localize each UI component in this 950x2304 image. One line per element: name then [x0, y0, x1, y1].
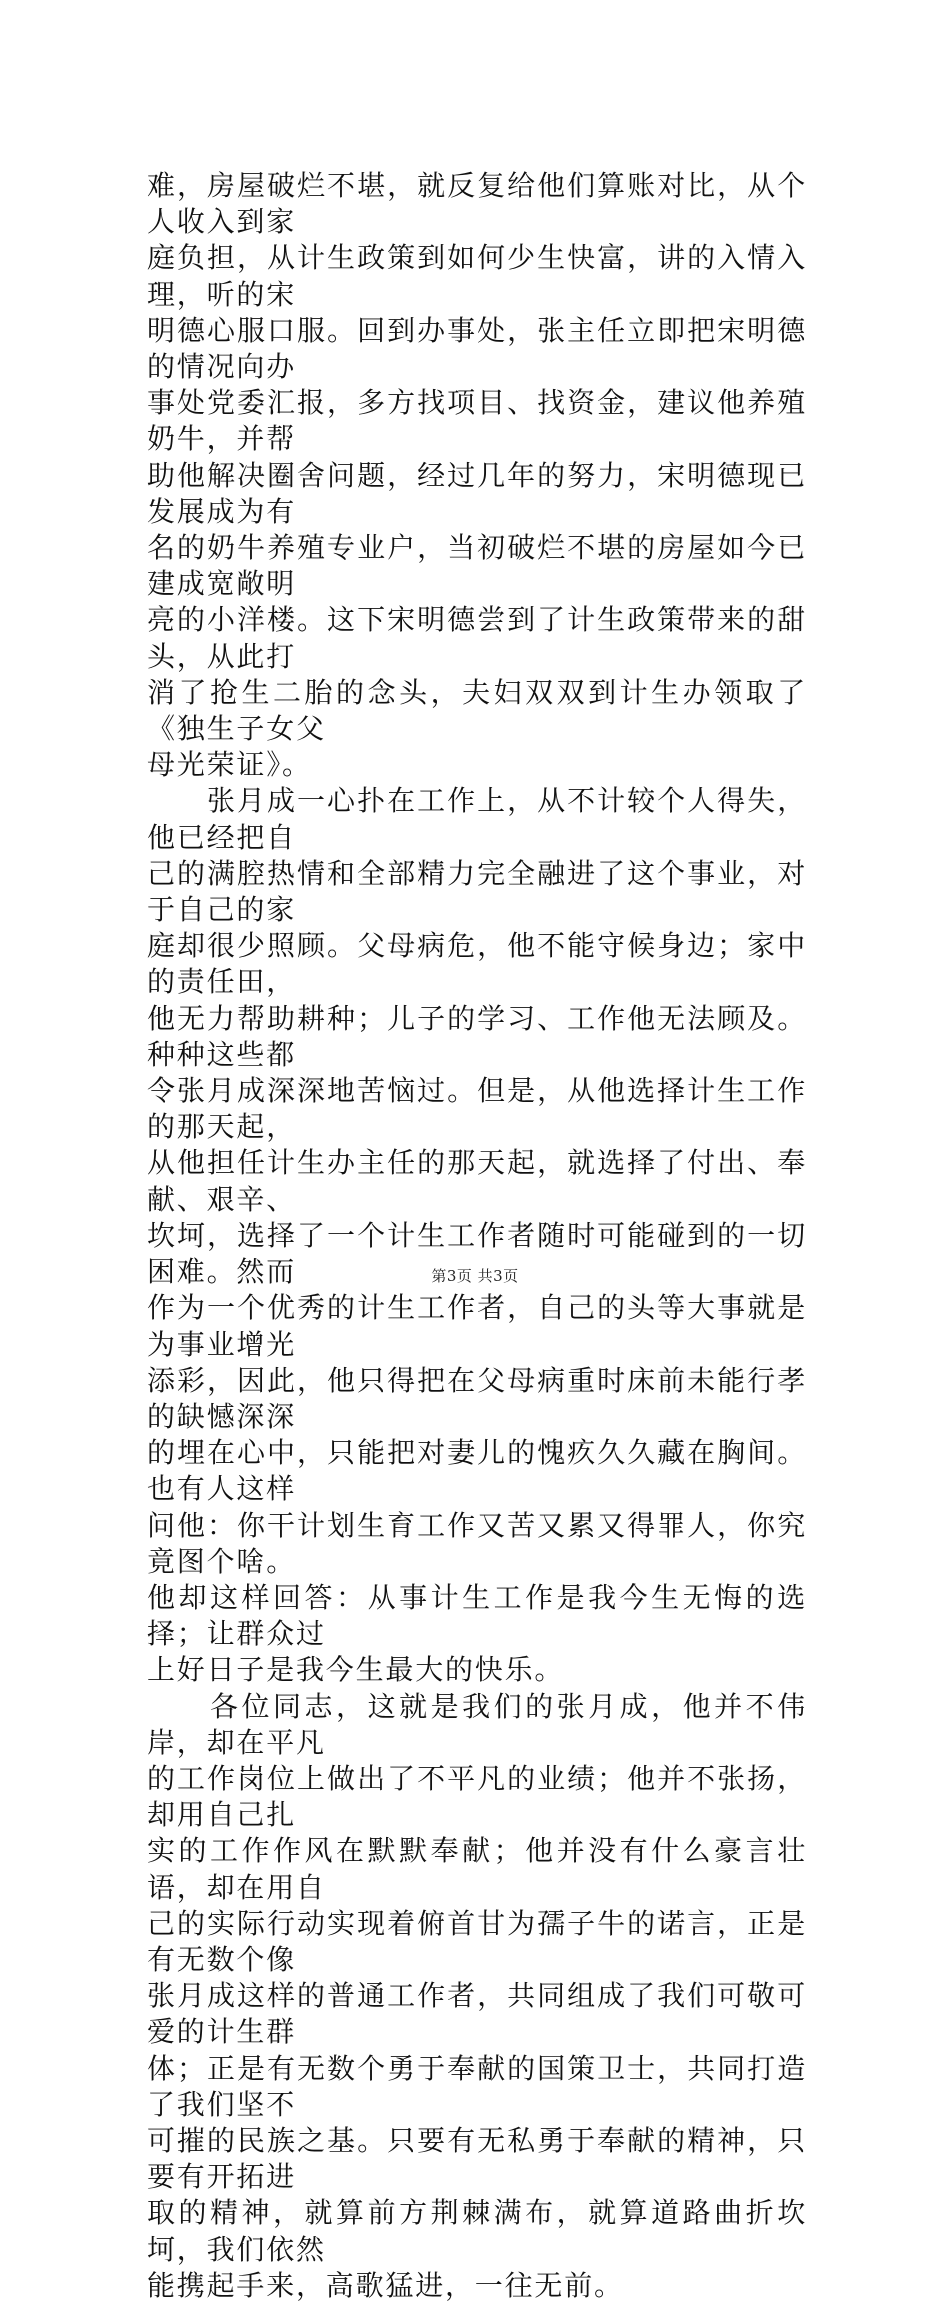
page-number-footer: 第3页 共3页: [431, 1267, 519, 1285]
paragraph-2: 张月成一心扑在工作上，从不计较个人得失，他已经把自 己的满腔热情和全部精力完全融进了这个事业，对于自己的家 庭却很少照顾。父母病危，他不能守候身边；家中的责任田， 他无力帮助耕种；儿子的学习、工作他无法顾及。种种这些都 令张月成深深地苦恼过。但是，从他选择计生工作的那天起， 从他担任计生办主任的那天起，就选择了付出、奉献、艰辛、 坎坷，选择了一个计生工作者随时可能碰到的一切困难。然而 作为一个优秀的计生工作者，自己的头等大事就是为事业增光 添彩，因此，他只得把在父母病重时床前未能行孝的缺憾深深 的埋在心中，只能把对妻儿的愧疚久久藏在胸间。也有人这样 问他：你干计划生育工作又苦又累又得罪人，你究竟图个啥。 他却这样回答：从事计生工作是我今生无悔的选择；让群众过 上好日子是我今生最大的快乐。: [147, 784, 807, 1687]
paragraph-1: 难，房屋破烂不堪，就反复给他们算账对比，从个人收入到家 庭负担，从计生政策到如何少生快富，讲的入情入理，听的宋 明德心服口服。回到办事处，张主任立即把宋明德的情况向办 事处党委汇报，多方找项目、找资金，建议他养殖奶牛，并帮 助他解决圈舍问题，经过几年的努力，宋明德现已发展成为有 名的奶牛养殖专业户，当初破烂不堪的房屋如今已建成宽敞明 亮的小洋楼。这下宋明德尝到了计生政策带来的甜头，从此打 消了抢生二胎的念头，夫妇双双到计生办领取了《独生子女父 母光荣证》。: [147, 169, 807, 782]
paragraph-3: 各位同志，这就是我们的张月成，他并不伟岸，却在平凡 的工作岗位上做出了不平凡的业绩；他并不张扬，却用自己扎 实的工作作风在默默奉献；他并没有什么豪言壮语，却在用自 己的实际行动实现着俯首甘为孺子牛的诺言，正是有无数个像 张月成这样的普通工作者，共同组成了我们可敬可爱的计生群 体；正是有无数个勇于奉献的国策卫士，共同打造了我们坚不 可摧的民族之基。只要有无私勇于奉献的精神，只要有开拓进 取的精神，就算前方荆棘满布，就算道路曲折坎坷，我们依然 能携起手来，高歌猛进，一往无前。: [147, 1689, 807, 2302]
body-text: [147, 168, 807, 2304]
